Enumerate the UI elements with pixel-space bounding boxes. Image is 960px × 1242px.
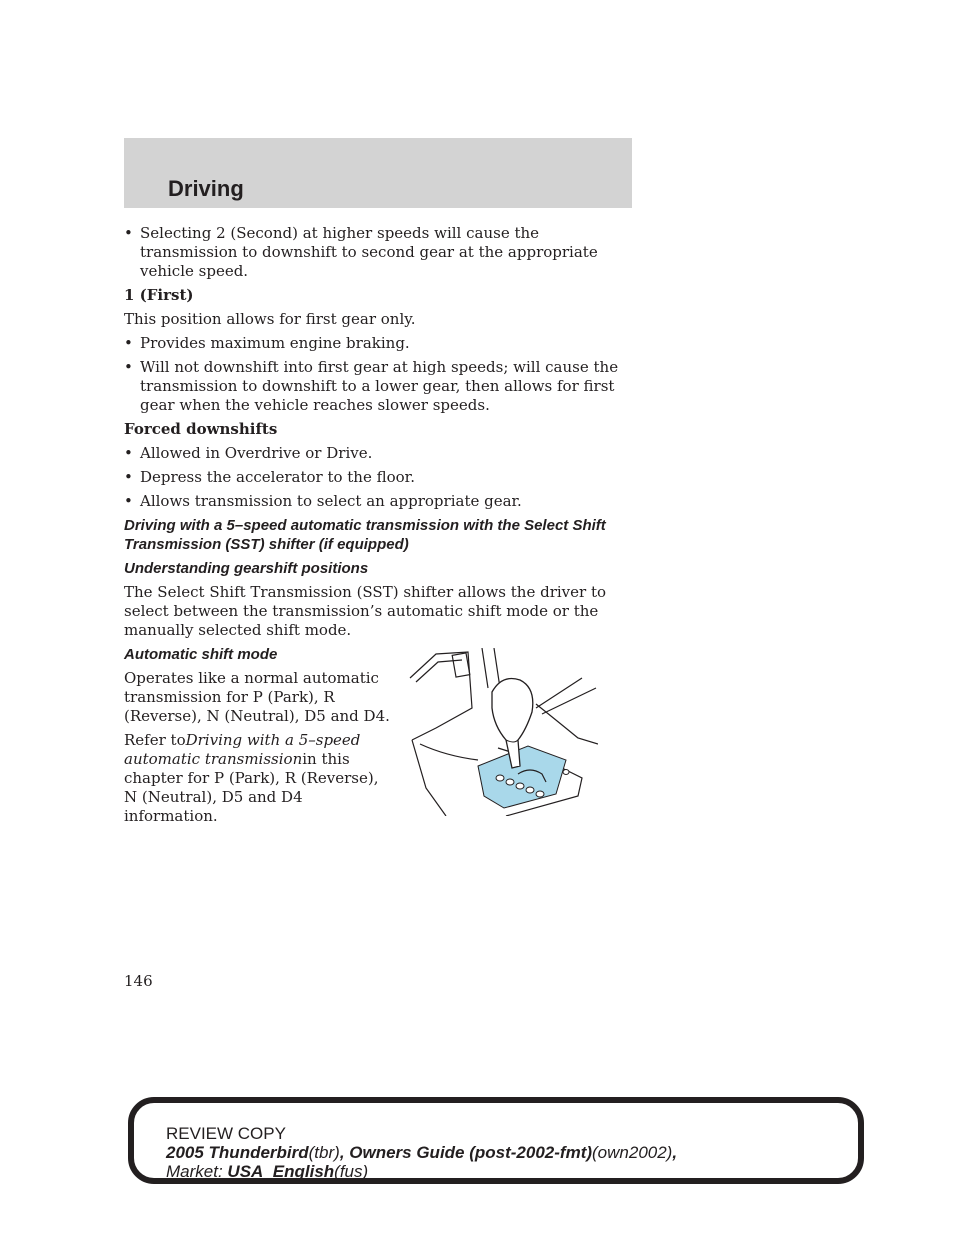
sst-shifter-illustration (406, 648, 598, 816)
list-item: • Selecting 2 (Second) at higher speeds will cause the transmission to downshift to second gear at the appropriate vehicle speed. (124, 224, 598, 280)
list-item: • Provides maximum engine braking. (124, 334, 410, 352)
shifter-panel (478, 746, 566, 808)
market-info: Market: USA_English(fus) (166, 1162, 369, 1181)
list-item: • Allowed in Overdrive or Drive. (124, 444, 373, 462)
sst-text: The Select Shift Transmission (SST) shifter allows the driver to select between the transmission’s automatic shift mode or the manually selected shift mode. (124, 583, 607, 639)
section-title: Driving (168, 176, 244, 201)
first-gear-text: This position allows for first gear only. (124, 310, 416, 328)
review-copy-label: REVIEW COPY (166, 1124, 286, 1143)
page-number: 146 (124, 972, 153, 990)
gearshift-positions-heading: Understanding gearshift positions (124, 560, 369, 577)
document-info: 2005 Thunderbird(tbr), Owners Guide (post-2002-fmt)(own2002), (166, 1143, 678, 1162)
auto-mode-heading: Automatic shift mode (124, 646, 278, 663)
list-item: • Depress the accelerator to the floor. (124, 468, 415, 486)
auto-mode-text: Operates like a normal automatic transmission for P (Park), R (Reverse), N (Neutral), D5 and D4. (124, 669, 390, 725)
auto-mode-refer: Refer toDriving with a 5–speed automatic transmissionin this chapter for P (Park), R (Reverse), N (Neutral), D5 and D4 information. (124, 731, 379, 825)
first-gear-heading: 1 (First) (124, 286, 194, 304)
list-item: • Will not downshift into first gear at high speeds; will cause the transmission to downshift to a lower gear, then allows for first gear when the vehicle reaches slower speeds. (124, 358, 619, 414)
list-item: • Allows transmission to select an appropriate gear. (124, 492, 522, 510)
sst-heading: Driving with a 5–speed automatic transmission with the Select Shift Transmission (SST) shifter (if equipped) (124, 517, 606, 553)
review-copy-text (166, 1124, 677, 1181)
forced-downshifts-heading: Forced downshifts (124, 420, 278, 438)
